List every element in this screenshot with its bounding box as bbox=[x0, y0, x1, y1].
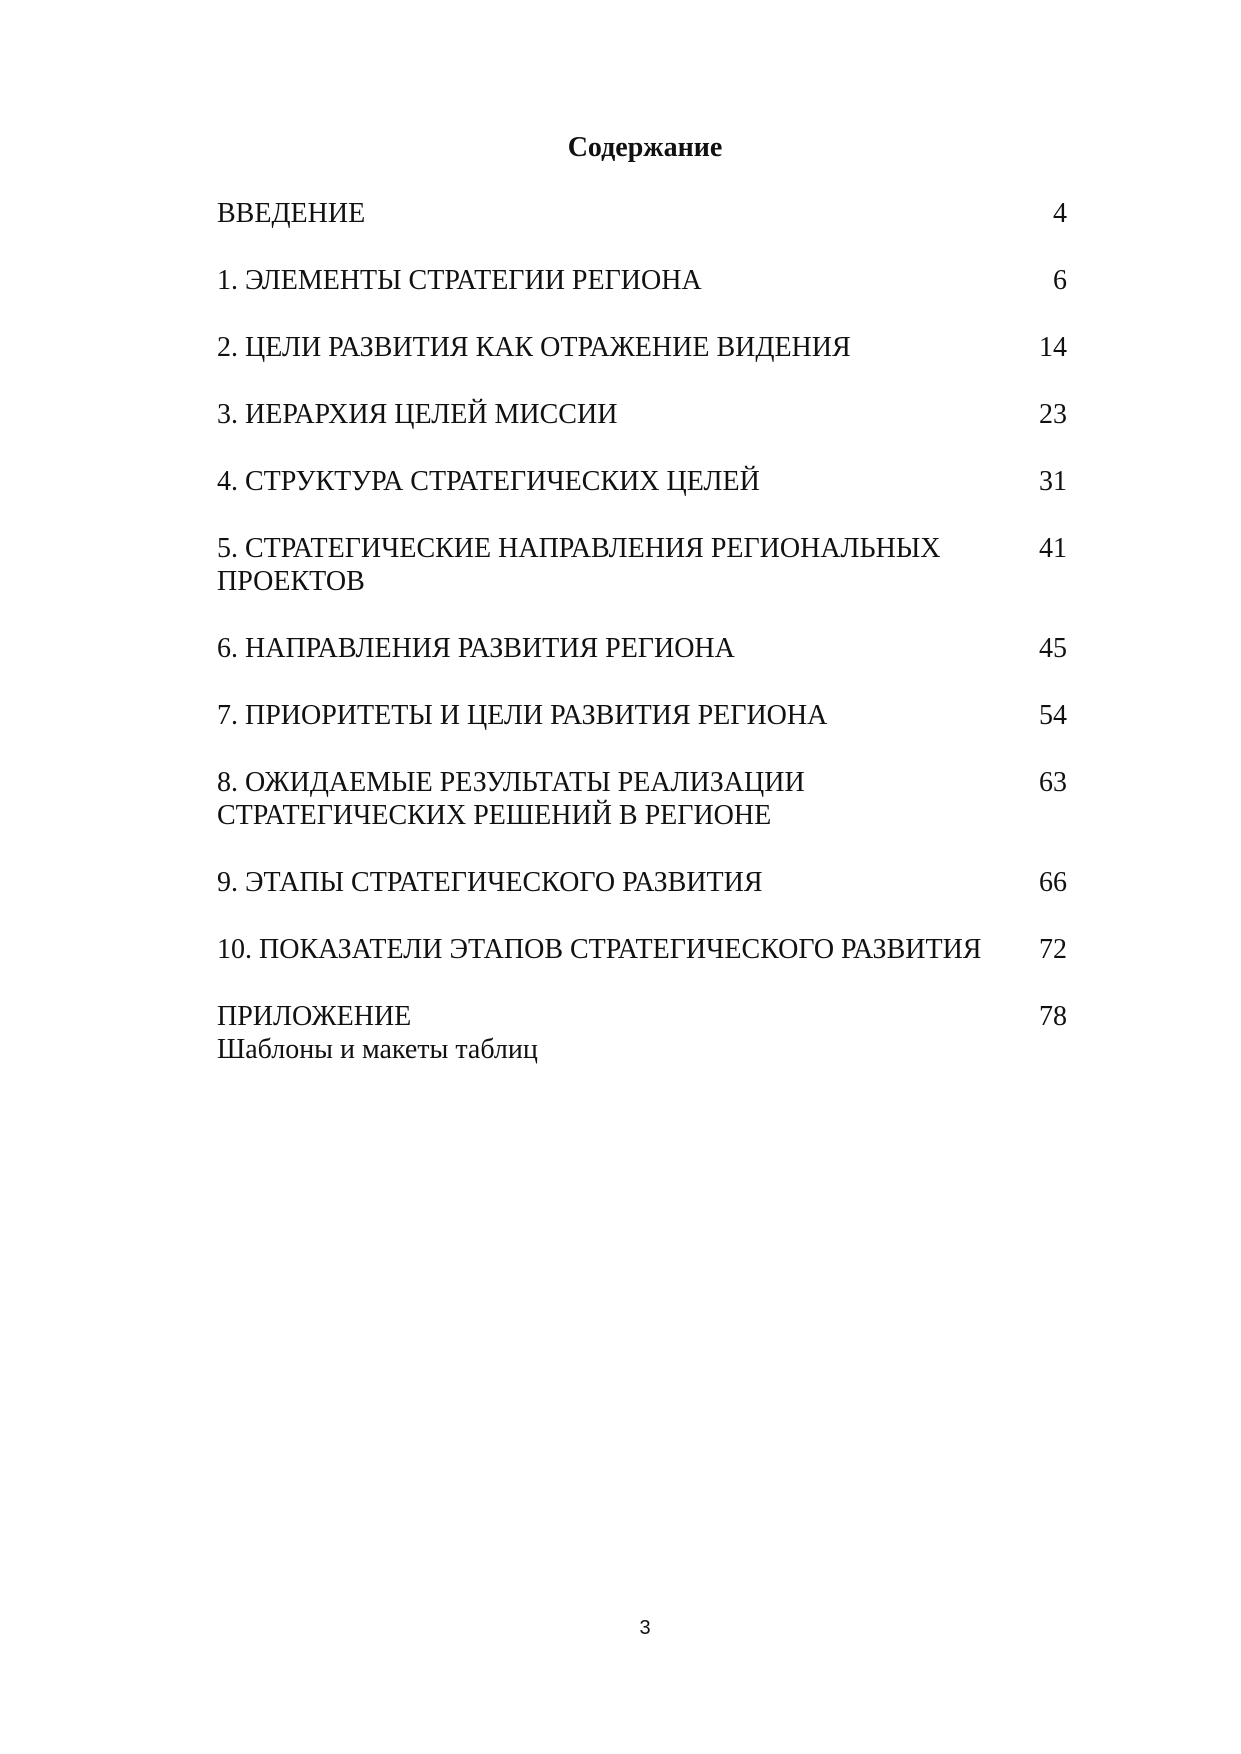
toc-entry-page: 14 bbox=[1039, 332, 1067, 363]
toc-entry-chapter-5[interactable] bbox=[217, 532, 1067, 598]
toc-entry-chapter-9[interactable] bbox=[217, 866, 1067, 899]
toc-entry-page: 54 bbox=[1039, 700, 1067, 731]
toc-entry-chapter-3[interactable] bbox=[217, 398, 1067, 431]
toc-entry-title: 8. ОЖИДАЕМЫЕ РЕЗУЛЬТАТЫ РЕАЛИЗАЦИИ СТРАТЕГИЧЕСКИХ РЕШЕНИЙ В РЕГИОНЕ bbox=[217, 767, 805, 831]
toc-entry-page: 41 bbox=[1039, 533, 1067, 564]
toc-entry-title: 9. ЭТАПЫ СТРАТЕГИЧЕСКОГО РАЗВИТИЯ bbox=[217, 867, 763, 898]
toc-entry-title: ВВЕДЕНИЕ bbox=[217, 198, 366, 229]
toc-entry-chapter-6[interactable] bbox=[217, 632, 1067, 665]
toc-entry-title: 1. ЭЛЕМЕНТЫ СТРАТЕГИИ РЕГИОНА bbox=[217, 265, 702, 296]
toc-entry-title: 4. СТРУКТУРА СТРАТЕГИЧЕСКИХ ЦЕЛЕЙ bbox=[217, 466, 760, 497]
toc-entry-chapter-7[interactable] bbox=[217, 699, 1067, 732]
toc-entry-title: 7. ПРИОРИТЕТЫ И ЦЕЛИ РАЗВИТИЯ РЕГИОНА bbox=[217, 700, 828, 731]
toc-entry-chapter-8[interactable] bbox=[217, 766, 1067, 832]
toc-entry-page: 6 bbox=[1053, 265, 1067, 296]
page-number: 3 bbox=[639, 1617, 651, 1639]
toc-entry-page: 63 bbox=[1039, 767, 1067, 798]
toc-entry-title: 6. НАПРАВЛЕНИЯ РАЗВИТИЯ РЕГИОНА bbox=[217, 633, 735, 664]
toc-entry-chapter-2[interactable] bbox=[217, 331, 1067, 364]
toc-entry-appendix[interactable] bbox=[217, 1000, 1067, 1066]
toc-entry-title: 10. ПОКАЗАТЕЛИ ЭТАПОВ СТРАТЕГИЧЕСКОГО РАЗВИТИЯ bbox=[217, 934, 982, 965]
toc-entry-page: 31 bbox=[1039, 466, 1067, 497]
toc-entry-page: 66 bbox=[1039, 867, 1067, 898]
toc-entry-title: 2. ЦЕЛИ РАЗВИТИЯ КАК ОТРАЖЕНИЕ ВИДЕНИЯ bbox=[217, 332, 851, 363]
toc-entry-chapter-10[interactable] bbox=[217, 933, 1067, 966]
table-of-contents bbox=[217, 197, 1067, 1100]
toc-entry-subtitle: Шаблоны и макеты таблиц bbox=[217, 1034, 538, 1065]
page-title: Содержание bbox=[567, 132, 723, 163]
toc-entry-page: 78 bbox=[1039, 1001, 1067, 1032]
toc-entry-introduction[interactable] bbox=[217, 197, 1067, 230]
toc-entry-title: 5. СТРАТЕГИЧЕСКИЕ НАПРАВЛЕНИЯ РЕГИОНАЛЬНЫХ ПРОЕКТОВ bbox=[217, 533, 941, 597]
toc-entry-chapter-4[interactable] bbox=[217, 465, 1067, 498]
toc-entry-title: ПРИЛОЖЕНИЕ bbox=[217, 1001, 412, 1032]
toc-entry-page: 23 bbox=[1039, 399, 1067, 430]
toc-entry-title: 3. ИЕРАРХИЯ ЦЕЛЕЙ МИССИИ bbox=[217, 399, 618, 430]
toc-entry-chapter-1[interactable] bbox=[217, 264, 1067, 297]
toc-entry-page: 45 bbox=[1039, 633, 1067, 664]
toc-entry-page: 4 bbox=[1053, 198, 1067, 229]
toc-entry-page: 72 bbox=[1039, 934, 1067, 965]
